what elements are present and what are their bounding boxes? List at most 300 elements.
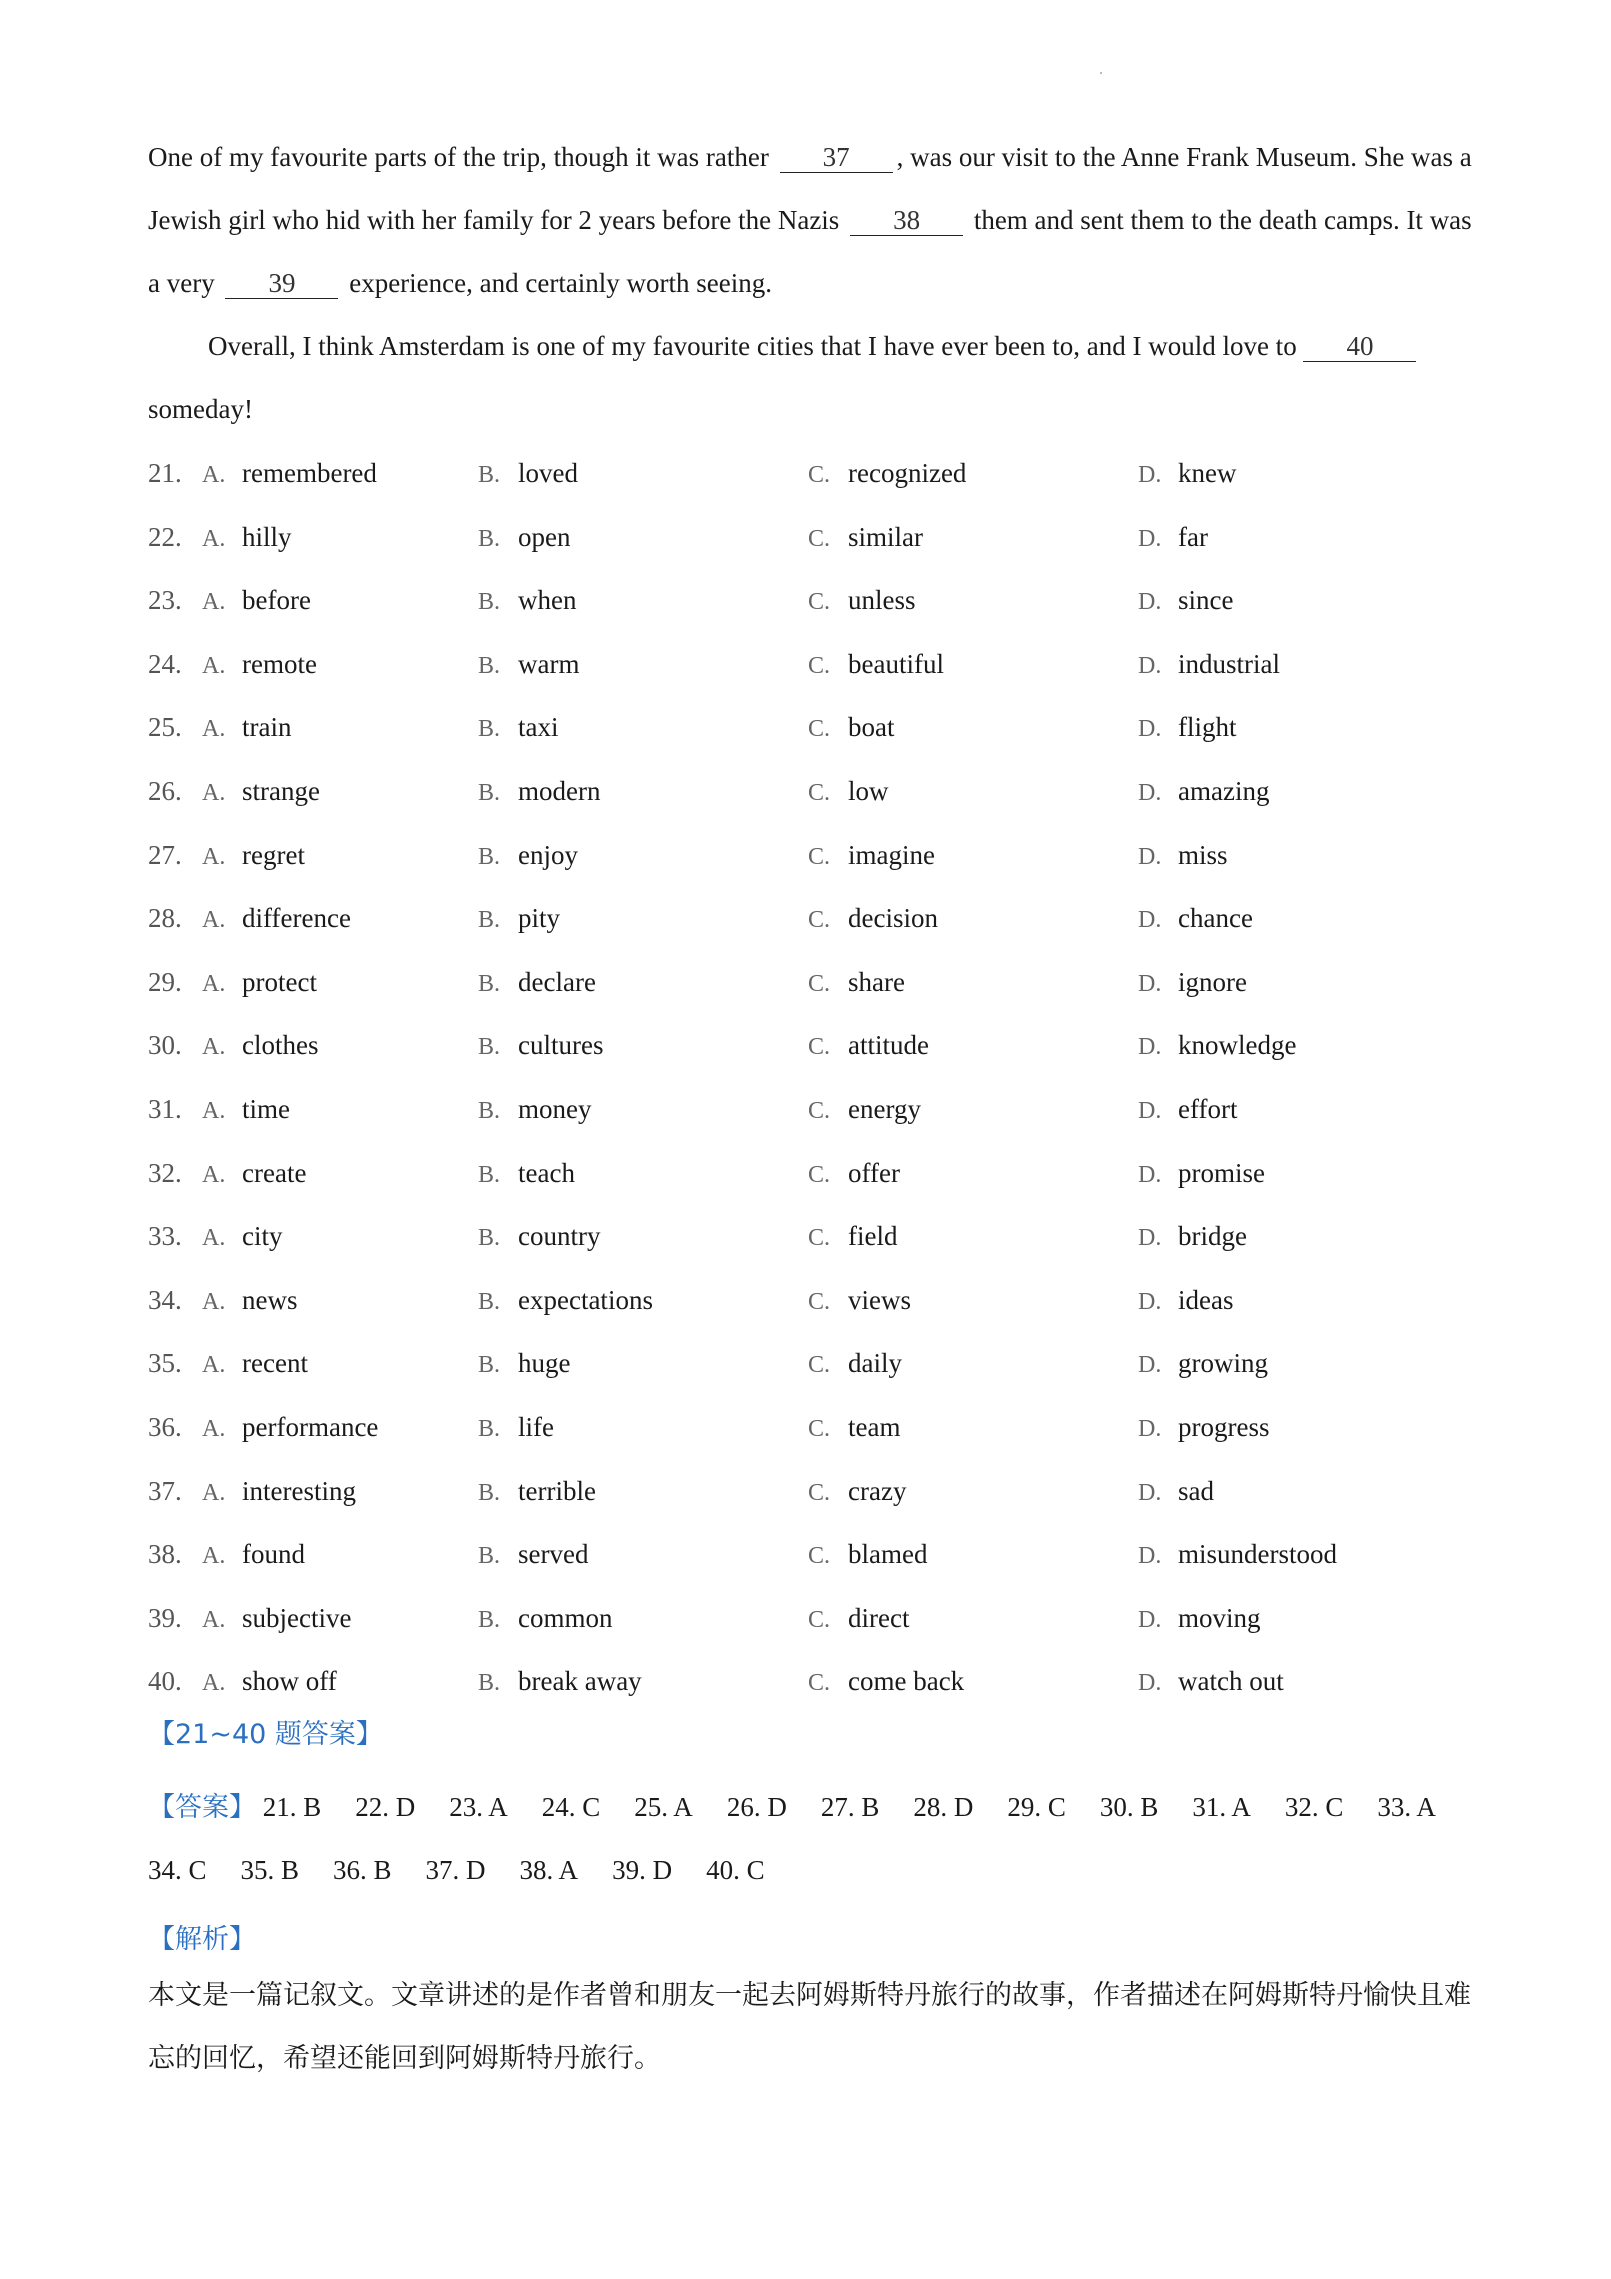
option-c [808,951,905,1017]
option-letter: C. [808,1288,831,1315]
question-number: 26. [148,775,182,806]
option-a [202,1332,308,1398]
option-a [202,1396,378,1462]
option-text: subjective [242,1602,352,1633]
question-row [148,1142,1478,1206]
question-number: 28. [148,903,182,934]
answer-item: 24. C [541,1792,601,1822]
option-letter: C. [808,1479,831,1506]
option-a [202,1650,337,1716]
option-a [202,1523,305,1589]
option-text: life [518,1411,554,1442]
question-row [148,1205,1478,1269]
option-d [1138,1332,1268,1398]
option-text: city [242,1221,283,1252]
option-letter: A. [202,1225,226,1252]
option-b [478,760,600,826]
answer-item: 25. A [634,1792,693,1822]
scan-speck [1100,72,1102,74]
answer-item: 38. A [519,1855,579,1885]
question-row [148,1523,1478,1587]
question-row [148,1587,1478,1651]
option-letter: B. [478,843,501,870]
option-text: served [518,1539,589,1570]
option-text: open [518,521,571,552]
option-letter: A. [202,1415,226,1442]
option-text: misunderstood [1178,1539,1337,1570]
option-text: performance [242,1411,379,1442]
option-text: recent [242,1348,308,1379]
answer-item: 31. A [1192,1792,1251,1822]
option-letter: C. [808,1670,831,1697]
option-text: come back [848,1666,965,1697]
question-row [148,951,1478,1015]
option-letter: C. [808,1225,831,1252]
option-text: before [242,585,311,616]
passage-text: someday! [148,394,253,424]
option-text: remembered [242,458,377,488]
option-c [808,506,923,572]
option-d [1138,633,1280,699]
option-text: attitude [848,1030,929,1061]
option-d [1138,696,1237,762]
option-d [1138,569,1233,635]
option-letter: D. [1138,1161,1162,1188]
option-letter: D. [1138,1097,1162,1124]
option-letter: A. [202,1097,226,1124]
option-text: cultures [518,1030,604,1061]
option-letter: D. [1138,970,1162,997]
option-letter: B. [478,1225,501,1252]
option-text: show off [242,1666,337,1697]
question-number: 30. [148,1030,182,1061]
option-letter: B. [478,1606,501,1633]
option-letter: D. [1138,779,1162,806]
blank-39: 39 [225,268,338,299]
option-d [1138,506,1208,572]
option-text: knew [1178,458,1237,488]
option-letter: D. [1138,907,1162,934]
option-text: enjoy [518,839,578,870]
option-d [1138,1650,1284,1716]
option-letter: D. [1138,1670,1162,1697]
option-b [478,569,576,635]
passage-paragraph-1 [148,126,1478,315]
option-text: knowledge [1178,1030,1297,1061]
option-letter: D. [1138,652,1162,679]
question-row [148,824,1478,888]
option-b [478,1269,653,1335]
option-text: warm [518,648,580,679]
option-text: ideas [1178,1284,1234,1315]
option-b [478,1396,554,1462]
option-letter: D. [1138,525,1162,552]
question-number: 22. [148,521,182,552]
option-text: regret [242,839,305,870]
question-row [148,1396,1478,1460]
question-number: 24. [148,648,182,679]
option-letter: A. [202,1034,226,1061]
option-a [202,1205,283,1271]
question-row [148,506,1478,570]
passage-text: , was our visit to the Anne Frank Museum. She was a Jewish girl who hid with her family for 2 years before the Nazis [148,142,1472,235]
option-a [202,1014,318,1080]
option-letter: B. [478,1288,501,1315]
option-a [202,633,317,699]
option-d [1138,1460,1214,1526]
answer-item: 40. C [706,1855,765,1885]
option-a [202,1142,306,1208]
option-d [1138,887,1253,953]
option-a [202,887,351,953]
option-text: team [848,1411,901,1442]
passage-text: Overall, I think Amsterdam is one of my favourite cities that I have ever been to, and I would love to [208,331,1304,361]
option-text: sad [1178,1475,1214,1506]
option-b [478,633,579,699]
option-letter: D. [1138,1606,1162,1633]
option-d [1138,1396,1269,1462]
option-b [478,1142,575,1208]
answer-item: 37. D [425,1855,486,1885]
option-letter: A. [202,1479,226,1506]
option-b [478,1523,588,1589]
option-letter: B. [478,970,501,997]
option-b [478,696,559,762]
option-text: views [848,1284,911,1315]
blank-38: 38 [850,205,963,236]
option-letter: A. [202,462,226,488]
option-text: boat [848,712,895,743]
option-text: effort [1178,1093,1238,1124]
option-c [808,887,938,953]
answer-item: 22. D [355,1792,416,1822]
option-a [202,1460,356,1526]
answer-item: 27. B [820,1792,880,1822]
option-text: country [518,1221,601,1252]
option-text: chance [1178,903,1253,934]
option-letter: C. [808,843,831,870]
option-text: industrial [1178,648,1280,679]
option-text: similar [848,521,923,552]
question-number: 40. [148,1666,182,1697]
option-letter: B. [478,525,501,552]
option-c [808,1142,900,1208]
option-text: amazing [1178,775,1270,806]
option-letter: A. [202,1543,226,1570]
option-c [808,1650,964,1716]
answer-heading: 【21~40 题答案】 [148,1719,383,1750]
option-text: crazy [848,1475,907,1506]
option-text: flight [1178,712,1237,743]
option-text: teach [518,1157,575,1188]
option-b [478,887,560,953]
option-text: hilly [242,521,292,552]
analysis-text: 本文是一篇记叙文。文章讲述的是作者曾和朋友一起去阿姆斯特丹旅行的故事，作者描述在阿姆斯特丹愉快且难忘的回忆，希望还能回到阿姆斯特丹旅行。 [148,1980,1471,2074]
option-letter: D. [1138,716,1162,743]
option-letter: A. [202,1288,226,1315]
option-d [1138,1587,1261,1653]
option-c [808,1205,897,1271]
option-letter: C. [808,462,831,488]
option-text: pity [518,903,561,934]
option-letter: A. [202,589,226,616]
option-text: strange [242,775,320,806]
option-text: miss [1178,839,1228,870]
question-number: 29. [148,966,182,997]
option-c [808,1396,900,1462]
option-text: difference [242,903,351,934]
option-a [202,696,291,762]
option-c [808,824,935,890]
question-number: 35. [148,1348,182,1379]
option-text: since [1178,585,1234,616]
option-d [1138,1142,1265,1208]
option-letter: B. [478,1352,501,1379]
option-b [478,1205,600,1271]
option-letter: B. [478,1097,501,1124]
option-b [478,824,578,890]
answer-item: 33. A [1377,1792,1436,1822]
question-row [148,696,1478,760]
option-text: daily [848,1348,902,1379]
answer-item: 21. B [262,1792,322,1822]
question-row [148,760,1478,824]
option-text: time [242,1093,290,1124]
option-b [478,1014,603,1080]
option-a [202,1269,298,1335]
option-c [808,1078,921,1144]
question-number: 32. [148,1157,182,1188]
question-row [148,1650,1478,1714]
blank-37: 37 [780,142,893,173]
option-letter: D. [1138,1415,1162,1442]
question-row [148,887,1478,951]
option-c [808,1587,909,1653]
option-text: low [848,775,889,806]
option-letter: D. [1138,462,1162,488]
question-number: 36. [148,1411,182,1442]
option-d [1138,824,1228,890]
answer-item: 32. C [1284,1792,1344,1822]
option-letter: B. [478,907,501,934]
option-text: taxi [518,712,559,743]
question-number: 23. [148,585,182,616]
option-letter: B. [478,1670,501,1697]
option-text: far [1178,521,1208,552]
option-letter: C. [808,1606,831,1633]
option-text: expectations [518,1284,653,1315]
option-letter: B. [478,652,501,679]
option-c [808,1269,911,1335]
option-letter: A. [202,716,226,743]
question-number: 21. [148,458,182,488]
option-text: modern [518,775,601,806]
question-row [148,1460,1478,1524]
option-text: unless [848,585,916,616]
option-c [808,1014,929,1080]
option-letter: B. [478,779,501,806]
option-text: share [848,966,905,997]
option-text: huge [518,1348,571,1379]
option-d [1138,760,1269,826]
option-text: offer [848,1157,900,1188]
answer-item: 36. B [333,1855,392,1885]
option-letter: B. [478,1543,501,1570]
option-letter: D. [1138,843,1162,870]
blank-40: 40 [1303,331,1416,362]
option-letter: A. [202,652,226,679]
option-letter: C. [808,652,831,679]
option-letter: B. [478,462,501,488]
option-text: break away [518,1666,642,1697]
option-text: create [242,1157,307,1188]
option-c [808,696,895,762]
option-letter: C. [808,1034,831,1061]
answer-item: 26. D [726,1792,787,1822]
option-letter: B. [478,1415,501,1442]
answer-item: 35. B [240,1855,300,1885]
option-d [1138,1014,1296,1080]
option-letter: C. [808,525,831,552]
passage-text: One of my favourite parts of the trip, though it was rather [148,142,776,172]
option-text: protect [242,966,317,997]
passage-paragraph-2 [148,315,1478,441]
option-text: promise [1178,1157,1265,1188]
option-letter: C. [808,589,831,616]
question-number: 37. [148,1475,182,1506]
option-text: recognized [848,458,967,488]
option-letter: D. [1138,1034,1162,1061]
option-text: watch out [1178,1666,1284,1697]
option-text: blamed [848,1539,928,1570]
question-row [148,442,1478,506]
option-text: declare [518,966,596,997]
option-a [202,506,292,572]
answer-item: 28. D [913,1792,974,1822]
option-text: bridge [1178,1221,1247,1252]
question-row [148,569,1478,633]
option-text: when [518,585,577,616]
answer-key [148,1776,1478,1902]
option-letter: C. [808,779,831,806]
option-a [202,442,377,508]
option-d [1138,1078,1237,1144]
option-letter: C. [808,970,831,997]
option-letter: B. [478,1161,501,1188]
question-row [148,633,1478,697]
passage-text: experience, and certainly worth seeing. [342,268,773,298]
question-row [148,1269,1478,1333]
option-letter: B. [478,1034,501,1061]
option-text: money [518,1093,592,1124]
option-text: ignore [1178,966,1247,997]
option-letter: C. [808,1543,831,1570]
option-c [808,442,966,508]
option-a [202,569,311,635]
answer-item: 30. B [1099,1792,1159,1822]
question-number: 34. [148,1284,182,1315]
option-text: news [242,1284,298,1315]
option-letter: A. [202,1352,226,1379]
option-letter: C. [808,1161,831,1188]
option-letter: B. [478,589,501,616]
option-d [1138,442,1236,508]
option-d [1138,1205,1247,1271]
option-letter: D. [1138,1352,1162,1379]
option-a [202,824,305,890]
option-d [1138,1269,1233,1335]
option-letter: B. [478,716,501,743]
option-a [202,760,320,826]
option-b [478,1332,570,1398]
option-letter: D. [1138,1543,1162,1570]
option-d [1138,951,1247,1017]
option-text: beautiful [848,648,944,679]
question-row [148,1014,1478,1078]
option-letter: A. [202,970,226,997]
option-b [478,1587,613,1653]
question-number: 33. [148,1221,182,1252]
question-row [148,1078,1478,1142]
option-text: moving [1178,1602,1261,1633]
option-b [478,1460,596,1526]
answer-item: 23. A [449,1792,508,1822]
option-a [202,951,317,1017]
option-text: field [848,1221,898,1252]
analysis-heading: 【解析】 [148,1924,256,1955]
option-text: remote [242,648,317,679]
option-letter: A. [202,907,226,934]
option-text: imagine [848,839,935,870]
option-text: direct [848,1602,910,1633]
question-number: 31. [148,1093,182,1124]
option-letter: D. [1138,1288,1162,1315]
option-text: common [518,1602,613,1633]
option-letter: A. [202,525,226,552]
answer-item: 39. D [612,1855,673,1885]
option-letter: D. [1138,1225,1162,1252]
answer-item: 29. C [1007,1792,1066,1822]
option-letter: C. [808,716,831,743]
answer-item: 34. C [148,1855,207,1885]
option-letter: C. [808,907,831,934]
option-c [808,569,916,635]
option-c [808,1523,927,1589]
question-row [148,1332,1478,1396]
option-letter: A. [202,843,226,870]
question-number: 38. [148,1539,182,1570]
option-text: decision [848,903,938,934]
option-letter: D. [1138,1479,1162,1506]
option-text: energy [848,1093,921,1124]
option-c [808,1332,902,1398]
passage-text: them and sent them to the death camps. It was a very [148,205,1472,298]
option-letter: B. [478,1479,501,1506]
answer-tag: 【答案】 [148,1792,256,1823]
question-number: 25. [148,712,182,743]
option-b [478,506,570,572]
option-letter: A. [202,779,226,806]
option-b [478,442,578,508]
option-c [808,760,889,826]
option-letter: A. [202,1161,226,1188]
question-number: 27. [148,839,182,870]
option-c [808,633,944,699]
option-text: terrible [518,1475,596,1506]
option-letter: A. [202,1670,226,1697]
option-b [478,1078,592,1144]
option-text: clothes [242,1030,319,1061]
